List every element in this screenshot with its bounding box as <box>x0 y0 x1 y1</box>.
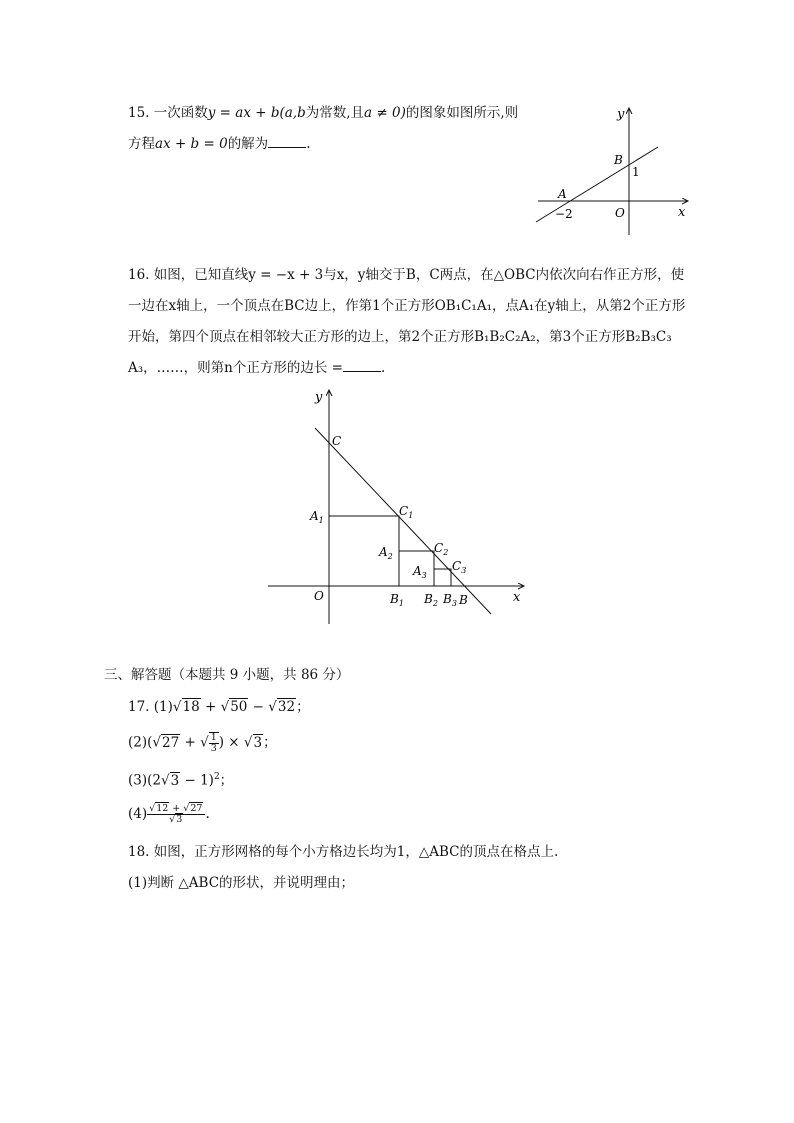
q15-post: 的图象如图所示,则 <box>405 105 519 121</box>
q17-p4-fraction: $\frac{√12 + √27}{√3}$ <box>147 804 205 825</box>
q15-line2 <box>128 135 310 153</box>
q17-p3-label: (3) <box>128 772 148 789</box>
q15-equation: y = ax + b(a,b <box>207 105 306 121</box>
q16-label-y: y <box>315 390 323 405</box>
q16-label-A3: $A_3$ <box>413 564 427 580</box>
q16-label-C2: $C_2$ <box>434 541 449 557</box>
q15-line1 <box>128 104 518 122</box>
q17-p2-rad-c: 3 <box>253 734 263 751</box>
q16-label-O: O <box>314 589 324 603</box>
q17-p3-rad: 3 <box>170 772 180 789</box>
q15-label-x: x <box>678 205 686 220</box>
q17-number: 17. <box>128 699 150 715</box>
q15-line2-prefix: 方程 <box>128 136 155 152</box>
q17-p1-label: (1) <box>153 699 173 715</box>
q16-answer-blank <box>343 359 381 372</box>
q15-line2-equation: ax + b = 0 <box>155 136 228 152</box>
q15-graph <box>528 100 698 240</box>
q17-part3: $(3)(2√3 - 1)^2$； <box>128 772 234 789</box>
q16-square-1 <box>329 516 399 586</box>
q15-prefix: 15. 一次函数 <box>128 105 208 121</box>
q15-answer-blank <box>268 135 306 148</box>
q16-label-C1: $C_1$ <box>399 504 414 520</box>
q16-label-B3: $B_3$ <box>443 592 457 608</box>
q17-p3-exponent: 2 <box>213 772 220 782</box>
q16-line3: 开始，第四个顶点在相邻较大正方形的边上，第2个正方形B₁B₂C₂A₂，第3个正方形B₂B₃C₃ <box>128 329 672 345</box>
q15-label-1: 1 <box>632 165 640 179</box>
q15-condition: a ≠ 0) <box>364 105 406 121</box>
q16-line4-text: A₃，……，则第n个正方形的边长 = <box>128 360 343 376</box>
q17-part2: (2)(√27 + √ $\frac{1}{3}$ ) × √3； <box>128 732 277 754</box>
q17-part1: 17. (1)√18 + √50 − √32； <box>128 699 310 715</box>
q16-graph <box>262 384 534 630</box>
q17-p1-rad-c: 32 <box>277 699 296 715</box>
q15-label-O: O <box>615 206 625 220</box>
q16-line1: 16. 如图，已知直线y = −x + 3与x，y轴交于B，C两点，在△OBC内依次向右作正方形，使 <box>128 267 685 283</box>
q16-label-B1: $B_1$ <box>390 592 404 608</box>
q18-line1: 18. 如图，正方形网格的每个小方格边长均为1，△ABC的顶点在格点上. <box>128 844 559 860</box>
q16-square-3 <box>434 569 451 586</box>
q15-line2-post: 的解为 <box>227 136 269 152</box>
q15-label-y: y <box>617 107 625 122</box>
q15-mid: 为常数,且 <box>305 105 365 121</box>
q17-p2-fraction: $\frac{1}{3}$ <box>210 732 217 754</box>
q15-label-B: B <box>614 153 623 167</box>
q16-line4 <box>128 359 385 377</box>
q16-label-x: x <box>513 590 521 605</box>
q16-label-C: C <box>332 434 342 448</box>
section3-title: 三、解答题（本题共 9 小题，共 86 分） <box>104 667 350 683</box>
q16-label-B: B <box>459 593 468 607</box>
q17-part4: (4) $\frac{√12 + √27}{√3}$ . <box>128 803 210 825</box>
q17-p4-label: (4) <box>128 806 148 822</box>
q15-line2-end: . <box>306 136 311 152</box>
q16-line2: 一边在x轴上，一个顶点在BC边上，作第1个正方形OB₁C₁A₁，点A₁在y轴上，从第2个正方形 <box>128 298 686 314</box>
q16-label-A2: $A_2$ <box>379 545 393 561</box>
q16-label-B2: $B_2$ <box>424 592 438 608</box>
q16-label-A1: $A_1$ <box>310 509 324 525</box>
q18-line2: (1)判断 △ABC的形状，并说明理由； <box>128 875 355 891</box>
q16-line4-end: . <box>380 360 386 376</box>
q15-label-A: A <box>558 187 567 201</box>
q17-p2-rad-a: 27 <box>162 734 180 751</box>
q16-label-C3: $C_3$ <box>452 559 467 575</box>
q17-p2-label: (2) <box>128 734 148 751</box>
q17-p1-rad-a: 18 <box>182 699 200 715</box>
q17-p1-rad-b: 50 <box>230 699 248 715</box>
q15-label-minus2: −2 <box>555 207 573 221</box>
